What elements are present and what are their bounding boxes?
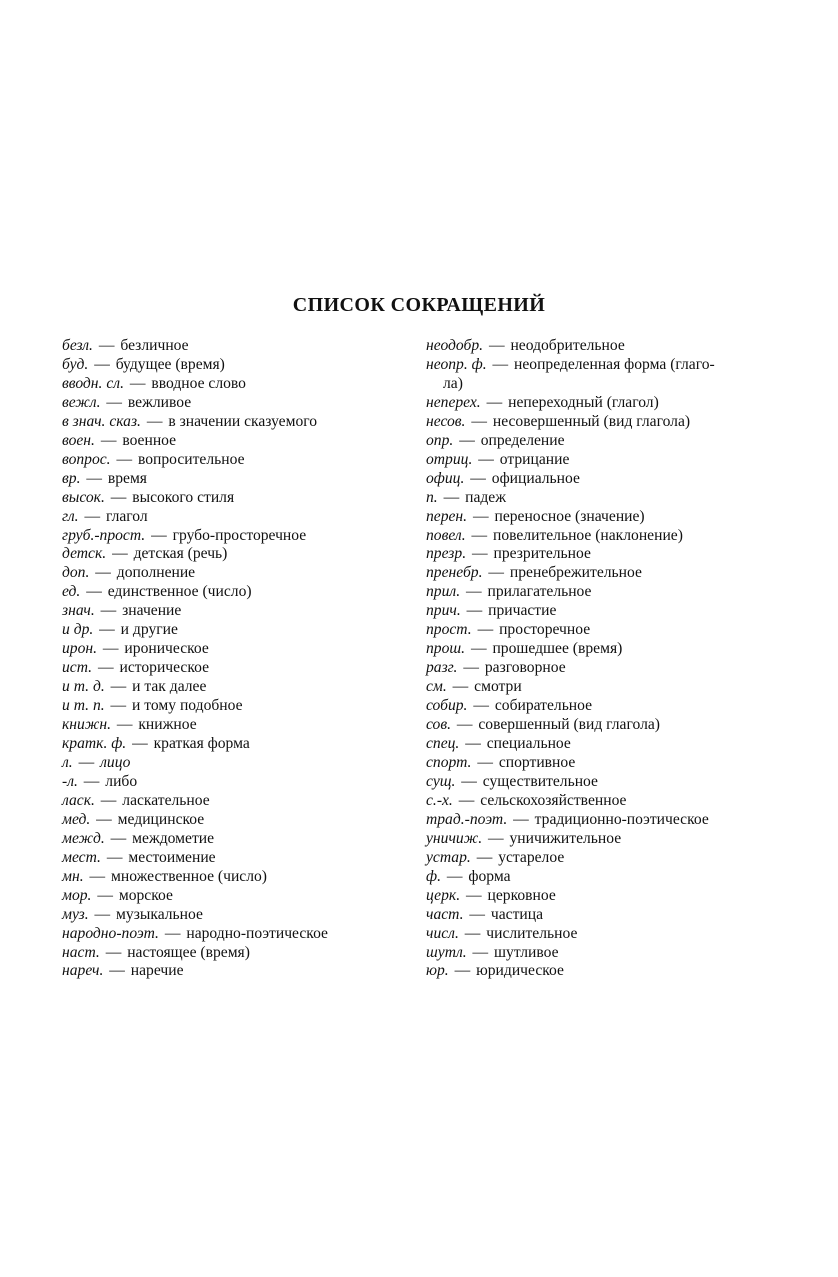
abbreviation-entry: прил. — прилагательное bbox=[426, 583, 592, 601]
abbreviation-list-right bbox=[426, 337, 762, 981]
abbreviation-meaning: спортивное bbox=[498, 753, 576, 771]
abbreviation: опр. bbox=[426, 431, 454, 449]
abbreviation: и др. bbox=[62, 621, 94, 639]
abbreviation: кратк. ф. bbox=[62, 735, 127, 753]
abbreviation-entry: собир. — собирательное bbox=[426, 697, 593, 715]
abbreviation-meaning: грубо-просторечное bbox=[172, 526, 307, 544]
abbreviation-entry: и т. п. — и тому подобное bbox=[62, 697, 243, 715]
abbreviation-meaning: определение bbox=[480, 431, 565, 449]
abbreviation: перен. bbox=[426, 507, 468, 525]
abbreviation-meaning: народно-поэтическое bbox=[186, 924, 328, 942]
abbreviation-entry: шутл. — шутливое bbox=[426, 943, 559, 961]
abbreviation: част. bbox=[426, 905, 464, 923]
abbreviation: и т. д. bbox=[62, 678, 105, 696]
abbreviation: спец. bbox=[426, 735, 460, 753]
abbreviation-entry: л. — лицо bbox=[62, 753, 131, 771]
abbreviation: ласк. bbox=[62, 791, 95, 809]
abbreviation-meaning: просторечное bbox=[499, 621, 591, 639]
abbreviation-entry: безл. — безличное bbox=[62, 337, 189, 354]
abbreviation-entry: народно-поэт. — народно-поэтическое bbox=[62, 924, 328, 942]
abbreviation-entry: мест. — местоимение bbox=[62, 848, 216, 866]
abbreviation-entry: высок. — высокого стиля bbox=[62, 488, 235, 506]
abbreviation-meaning: церковное bbox=[487, 886, 556, 904]
abbreviation-meaning: неопределенная форма (глаго- bbox=[514, 355, 715, 373]
abbreviation: устар. bbox=[426, 848, 471, 866]
abbreviation: прил. bbox=[426, 583, 461, 601]
abbreviation-entry: неодобр. — неодобрительное bbox=[426, 337, 625, 354]
abbreviation-meaning: традиционно-поэтическое bbox=[534, 810, 709, 828]
abbreviation: неодобр. bbox=[426, 337, 484, 354]
abbreviation-entry: с.-х. — сельскохозяйственное bbox=[426, 791, 627, 809]
abbreviation-entry: ед. — единственное (число) bbox=[62, 583, 252, 601]
abbreviation-meaning: ласкательное bbox=[122, 791, 210, 809]
abbreviation: вежл. bbox=[62, 393, 101, 411]
abbreviation-entry: отриц. — отрицание bbox=[426, 450, 570, 468]
abbreviation: мн. bbox=[62, 867, 84, 885]
abbreviation-entry: пренебр. — пренебрежительное bbox=[426, 564, 642, 582]
abbreviation: шутл. bbox=[426, 943, 467, 961]
abbreviation-entry: груб.-прост. — грубо-просторечное bbox=[62, 526, 307, 544]
abbreviation: трад.-поэт. bbox=[426, 810, 508, 828]
abbreviation: мед. bbox=[62, 810, 91, 828]
abbreviation: гл. bbox=[62, 507, 79, 525]
abbreviation-entry: гл. — глагол bbox=[62, 507, 148, 525]
abbreviation: вопрос. bbox=[62, 450, 111, 468]
abbreviation-entry: прош. — прошедшее (время) bbox=[426, 640, 623, 658]
abbreviation: уничиж. bbox=[426, 829, 483, 847]
abbreviation-meaning: междометие bbox=[132, 829, 215, 847]
abbreviation-meaning: презрительное bbox=[493, 545, 591, 563]
abbreviation-meaning: непереходный (глагол) bbox=[508, 393, 659, 411]
abbreviation: офиц. bbox=[426, 469, 465, 487]
abbreviation-entry: -л. — либо bbox=[62, 772, 138, 790]
abbreviation-meaning: повелительное (наклонение) bbox=[492, 526, 683, 544]
abbreviation-entry: знач. — значение bbox=[62, 602, 182, 620]
abbreviation-entry: и др. — и другие bbox=[62, 621, 178, 639]
abbreviation-entry: презр. — презрительное bbox=[426, 545, 591, 563]
abbreviation-entry: неопр. ф. — неопределенная форма (глаго- ла) bbox=[426, 356, 762, 394]
abbreviation-meaning: вводное слово bbox=[151, 374, 246, 392]
abbreviation-meaning: морское bbox=[118, 886, 173, 904]
abbreviation: наст. bbox=[62, 943, 100, 961]
abbreviation-meaning: военное bbox=[122, 431, 177, 449]
abbreviation: ф. bbox=[426, 867, 441, 885]
page-title: СПИСОК СОКРАЩЕНИЙ bbox=[292, 294, 546, 316]
abbreviation-meaning: медицинское bbox=[117, 810, 205, 828]
abbreviation-entry: вежл. — вежливое bbox=[62, 393, 192, 411]
abbreviation: повел. bbox=[426, 526, 466, 544]
abbreviation: воен. bbox=[62, 431, 95, 449]
abbreviation-entry: опр. — определение bbox=[426, 431, 565, 449]
abbreviation: детск. bbox=[62, 545, 107, 563]
abbreviation-meaning: в значении сказуемого bbox=[168, 412, 318, 430]
abbreviation: народно-поэт. bbox=[62, 924, 159, 942]
abbreviation-meaning: ироническое bbox=[124, 640, 209, 658]
abbreviation-entry: воен. — военное bbox=[62, 431, 177, 449]
abbreviation-meaning: совершенный (вид глагола) bbox=[478, 716, 660, 734]
abbreviation: пренебр. bbox=[426, 564, 483, 582]
abbreviation-meaning: либо bbox=[105, 772, 138, 790]
abbreviation: книжн. bbox=[62, 716, 111, 734]
abbreviation-entry: мед. — медицинское bbox=[62, 810, 205, 828]
abbreviation-meaning: детская (речь) bbox=[133, 545, 228, 563]
abbreviation: вр. bbox=[62, 469, 81, 487]
abbreviation: сущ. bbox=[426, 772, 456, 790]
abbreviation: разг. bbox=[426, 659, 458, 677]
abbreviation-entry: неперех. — непереходный (глагол) bbox=[426, 393, 659, 411]
abbreviation-entry: вр. — время bbox=[62, 469, 147, 487]
abbreviation-entry: книжн. — книжное bbox=[62, 716, 197, 734]
abbreviation: п. bbox=[426, 488, 438, 506]
abbreviation-meaning: наречие bbox=[130, 962, 184, 980]
abbreviation: ирон. bbox=[62, 640, 98, 658]
abbreviation-meaning: форма bbox=[468, 867, 511, 885]
abbreviation: мор. bbox=[62, 886, 92, 904]
abbreviation: безл. bbox=[62, 337, 93, 354]
abbreviation-entry: перен. — переносное (значение) bbox=[426, 507, 645, 525]
abbreviation: муз. bbox=[62, 905, 89, 923]
abbreviation: отриц. bbox=[426, 450, 473, 468]
abbreviation-meaning: значение bbox=[122, 602, 182, 620]
abbreviation-entry: прич. — причастие bbox=[426, 602, 557, 620]
abbreviation-entry: сущ. — существительное bbox=[426, 772, 598, 790]
abbreviation-entry: ф. — форма bbox=[426, 867, 511, 885]
abbreviation: прич. bbox=[426, 602, 461, 620]
abbreviation: вводн. сл. bbox=[62, 374, 124, 392]
abbreviation-entry: спец. — специальное bbox=[426, 735, 571, 753]
abbreviation-meaning: дополнение bbox=[116, 564, 196, 582]
abbreviation-meaning: музыкальное bbox=[116, 905, 203, 923]
abbreviation-meaning: единственное (число) bbox=[107, 583, 252, 601]
abbreviation-meaning: числительное bbox=[486, 924, 578, 942]
abbreviation-entry: кратк. ф. — краткая форма bbox=[62, 735, 250, 753]
abbreviation: мест. bbox=[62, 848, 101, 866]
abbreviation: неопр. ф. bbox=[426, 355, 487, 373]
abbreviation-entry: в знач. сказ. — в значении сказуемого bbox=[62, 412, 318, 430]
abbreviation-meaning: официальное bbox=[491, 469, 580, 487]
abbreviation: сов. bbox=[426, 716, 451, 734]
abbreviation: прост. bbox=[426, 621, 472, 639]
abbreviation: доп. bbox=[62, 564, 90, 582]
abbreviation-meaning: и так далее bbox=[132, 678, 207, 696]
abbreviation: л. bbox=[62, 753, 73, 771]
abbreviation-list-left bbox=[62, 337, 402, 981]
abbreviation: спорт. bbox=[426, 753, 472, 771]
abbreviation-entry: числ. — числительное bbox=[426, 924, 578, 942]
abbreviation: межд. bbox=[62, 829, 105, 847]
abbreviation-entry: повел. — повелительное (наклонение) bbox=[426, 526, 683, 544]
abbreviation-meaning: и тому подобное bbox=[132, 697, 243, 715]
abbreviation-meaning: частица bbox=[490, 905, 544, 923]
abbreviation-entry: ист. — историческое bbox=[62, 659, 210, 677]
abbreviation-entry: трад.-поэт. — традиционно-поэтическое bbox=[426, 810, 709, 828]
abbreviation-entry: мн. — множественное (число) bbox=[62, 867, 267, 885]
abbreviation-entry: наст. — настоящее (время) bbox=[62, 943, 250, 961]
abbreviation-entry: сов. — совершенный (вид глагола) bbox=[426, 716, 660, 734]
abbreviation-meaning: будущее (время) bbox=[115, 355, 225, 373]
abbreviation-entry: вопрос. — вопросительное bbox=[62, 450, 245, 468]
abbreviation-meaning: высокого стиля bbox=[132, 488, 235, 506]
abbreviation-meaning: вежливое bbox=[127, 393, 192, 411]
abbreviation: и т. п. bbox=[62, 697, 105, 715]
abbreviation: ист. bbox=[62, 659, 93, 677]
abbreviation: собир. bbox=[426, 697, 468, 715]
abbreviation-meaning: разговорное bbox=[484, 659, 566, 677]
abbreviation-entry: част. — частица bbox=[426, 905, 544, 923]
abbreviation-meaning: глагол bbox=[105, 507, 148, 525]
abbreviation-entry: церк. — церковное bbox=[426, 886, 556, 904]
abbreviation-meaning: падеж bbox=[465, 488, 506, 506]
abbreviation-meaning: сельскохозяйственное bbox=[480, 791, 627, 809]
abbreviation-meaning: краткая форма bbox=[153, 735, 250, 753]
abbreviation: -л. bbox=[62, 772, 78, 790]
abbreviation: неперех. bbox=[426, 393, 481, 411]
abbreviation-meaning: местоимение bbox=[128, 848, 216, 866]
abbreviation: с.-х. bbox=[426, 791, 453, 809]
abbreviation-entry: доп. — дополнение bbox=[62, 564, 196, 582]
abbreviation-entry: несов. — несовершенный (вид глагола) bbox=[426, 412, 691, 430]
abbreviation-meaning: безличное bbox=[120, 337, 189, 354]
abbreviation-meaning: причастие bbox=[488, 602, 557, 620]
abbreviation: прош. bbox=[426, 640, 466, 658]
abbreviation-meaning: множественное (число) bbox=[110, 867, 267, 885]
abbreviation-meaning: книжное bbox=[138, 716, 197, 734]
abbreviation-meaning: время bbox=[107, 469, 147, 487]
abbreviation-entry: мор. — морское bbox=[62, 886, 173, 904]
abbreviation-entry: офиц. — официальное bbox=[426, 469, 580, 487]
abbreviation-meaning: неодобрительное bbox=[510, 337, 625, 354]
abbreviation-meaning: историческое bbox=[119, 659, 210, 677]
abbreviation-entry: см. — смотри bbox=[426, 678, 522, 696]
abbreviation-entry: нареч. — наречие bbox=[62, 962, 184, 980]
abbreviation-entry: детск. — детская (речь) bbox=[62, 545, 228, 563]
abbreviation-entry: и т. д. — и так далее bbox=[62, 678, 207, 696]
abbreviation-meaning: пренебрежительное bbox=[509, 564, 642, 582]
abbreviation-meaning: и другие bbox=[120, 621, 178, 639]
abbreviation-meaning-continuation: ла) bbox=[443, 374, 463, 392]
abbreviation-entry: разг. — разговорное bbox=[426, 659, 566, 677]
abbreviation-meaning: существительное bbox=[482, 772, 598, 790]
abbreviation-entry: уничиж. — уничижительное bbox=[426, 829, 622, 847]
abbreviation-meaning: устарелое bbox=[498, 848, 565, 866]
abbreviation: юр. bbox=[426, 962, 449, 980]
abbreviation-meaning: отрицание bbox=[499, 450, 570, 468]
abbreviation: высок. bbox=[62, 488, 105, 506]
abbreviation: знач. bbox=[62, 602, 95, 620]
abbreviation-meaning: несовершенный (вид глагола) bbox=[492, 412, 691, 430]
abbreviation: ед. bbox=[62, 583, 81, 601]
abbreviation-meaning: юридическое bbox=[476, 962, 564, 980]
abbreviation-entry: ирон. — ироническое bbox=[62, 640, 209, 658]
abbreviation-meaning: собирательное bbox=[494, 697, 593, 715]
abbreviation-entry: вводн. сл. — вводное слово bbox=[62, 374, 246, 392]
abbreviation-meaning: шутливое bbox=[494, 943, 559, 961]
abbreviation-meaning: уничижительное bbox=[509, 829, 622, 847]
abbreviation-meaning: смотри bbox=[474, 678, 522, 696]
abbreviation-entry: прост. — просторечное bbox=[426, 621, 591, 639]
abbreviation: см. bbox=[426, 678, 447, 696]
abbreviation: нареч. bbox=[62, 962, 104, 980]
abbreviation-meaning: прошедшее (время) bbox=[492, 640, 623, 658]
abbreviation: числ. bbox=[426, 924, 459, 942]
abbreviation-entry: буд. — будущее (время) bbox=[62, 355, 225, 373]
abbreviation-entry: ласк. — ласкательное bbox=[62, 791, 210, 809]
abbreviation: презр. bbox=[426, 545, 467, 563]
abbreviation: несов. bbox=[426, 412, 466, 430]
abbreviation: груб.-прост. bbox=[62, 526, 146, 544]
abbreviation-entry: муз. — музыкальное bbox=[62, 905, 203, 923]
abbreviation-entry: межд. — междометие bbox=[62, 829, 215, 847]
abbreviation-meaning: специальное bbox=[486, 735, 571, 753]
abbreviation: церк. bbox=[426, 886, 461, 904]
abbreviation-entry: устар. — устарелое bbox=[426, 848, 565, 866]
abbreviation-entry: юр. — юридическое bbox=[426, 962, 564, 980]
abbreviation-meaning: прилагательное bbox=[487, 583, 592, 601]
abbreviation: в знач. сказ. bbox=[62, 412, 141, 430]
abbreviation-meaning: настоящее (время) bbox=[127, 943, 250, 961]
abbreviation: буд. bbox=[62, 355, 89, 373]
abbreviation-entry: спорт. — спортивное bbox=[426, 753, 576, 771]
abbreviation-meaning: лицо bbox=[100, 753, 131, 771]
abbreviation-meaning: переносное (значение) bbox=[494, 507, 645, 525]
abbreviation-entry: п. — падеж bbox=[426, 488, 506, 506]
abbreviation-meaning: вопросительное bbox=[137, 450, 245, 468]
